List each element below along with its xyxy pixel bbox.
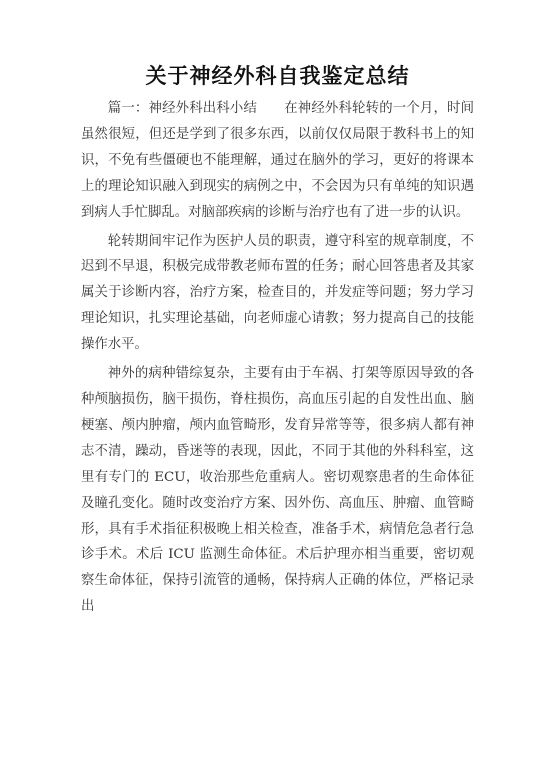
- paragraph-1: 篇一：神经外科出科小结 在神经外科轮转的一个月，时间虽然很短，但还是学到了很多东西，以前仅仅局限于教科书上的知识，不免有些僵硬也不能理解，通过在脑外的学习，更好的将课本上的理论知识融入到现实的病例之中，不会因为只有单纯的知识遇到病人手忙脚乱。对脑部疾病的诊断与治疗也有了进一步的认识。: [81, 101, 474, 220]
- document-title: 关于神经外科自我鉴定总结: [145, 64, 410, 88]
- paragraph-2: 轮转期间牢记作为医护人员的职责，遵守科室的规章制度，不迟到不早退，积极完成带教老师布置的任务；耐心回答患者及其家属关于诊断内容，治疗方案，检查目的，并发症等问题；努力学习理论知识，扎实理论基础，向老师虚心请教；努力提高自己的技能操作水平。: [81, 233, 474, 353]
- paragraph-3: 神外的病种错综复杂，主要有由于车祸、打架等原因导致的各种颅脑损伤，脑干损伤，脊柱损伤，高血压引起的自发性出血、脑梗塞、颅内肿瘤，颅内血管畸形，发育异常等等，很多病人都有神志不清，躁动，昏迷等的表现，因此，不同于其他的外科科室，这里有专门的 ECU，收治那些危重病人。密切观察患者的生命体征及瞳孔变化。随时改变治疗方案、因外伤、高血压、肿瘤、血管畸形，具有手术指征积极晚上相关检查，准备手术，病情危急者行急诊手术。术后 ICU 监测生命体征。术后护理亦相当重要，密切观察生命体征，保持引流管的通畅，保持病人正确的体位，严格记录出: [81, 366, 474, 615]
